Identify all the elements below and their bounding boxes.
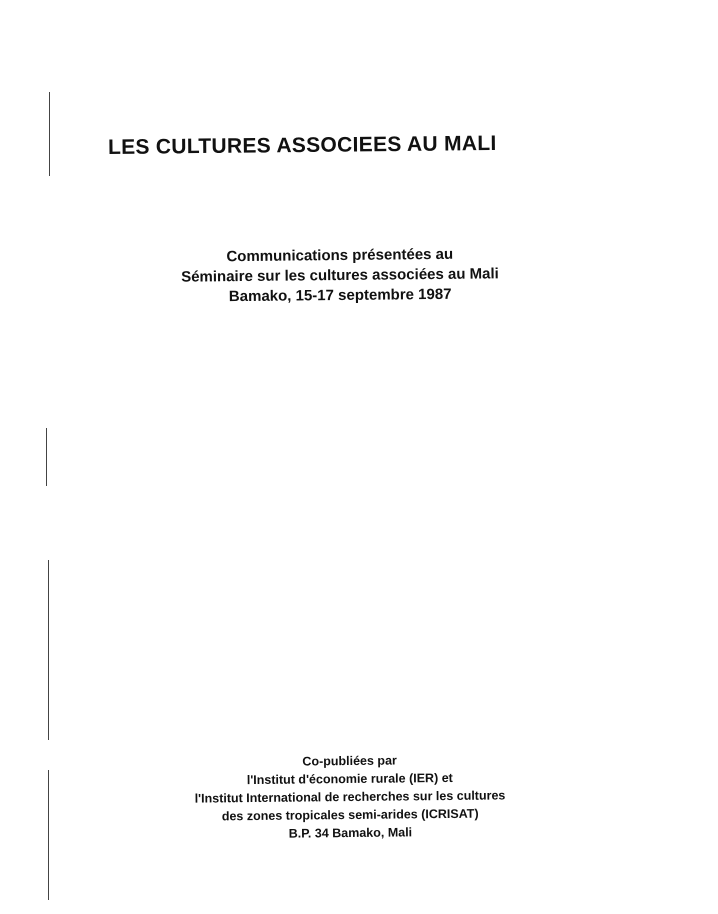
scan-edge-mark — [48, 560, 49, 740]
publisher-info — [130, 750, 571, 845]
publisher-line: Co-publiées par — [302, 753, 397, 769]
scan-edge-mark — [46, 428, 47, 486]
publisher-line: l'Institut d'économie rurale (IER) et — [246, 770, 453, 788]
scan-edge-mark — [49, 92, 50, 176]
seminar-info — [120, 244, 561, 309]
scan-edge-mark — [48, 770, 49, 900]
publisher-line: B.P. 34 Bamako, Mali — [288, 825, 413, 841]
subtitle-line: Bamako, 15-17 septembre 1987 — [228, 285, 452, 306]
subtitle-line: Séminaire sur les cultures associées au Mali — [181, 265, 499, 286]
subtitle-line: Communications présentées au — [226, 245, 454, 266]
publisher-line: des zones tropicales semi-arides (ICRISAT) — [221, 806, 479, 824]
document-title: LES CULTURES ASSOCIEES AU MALI — [107, 131, 497, 159]
publisher-line: l'Institut International de recherches sur les cultures — [194, 788, 506, 806]
